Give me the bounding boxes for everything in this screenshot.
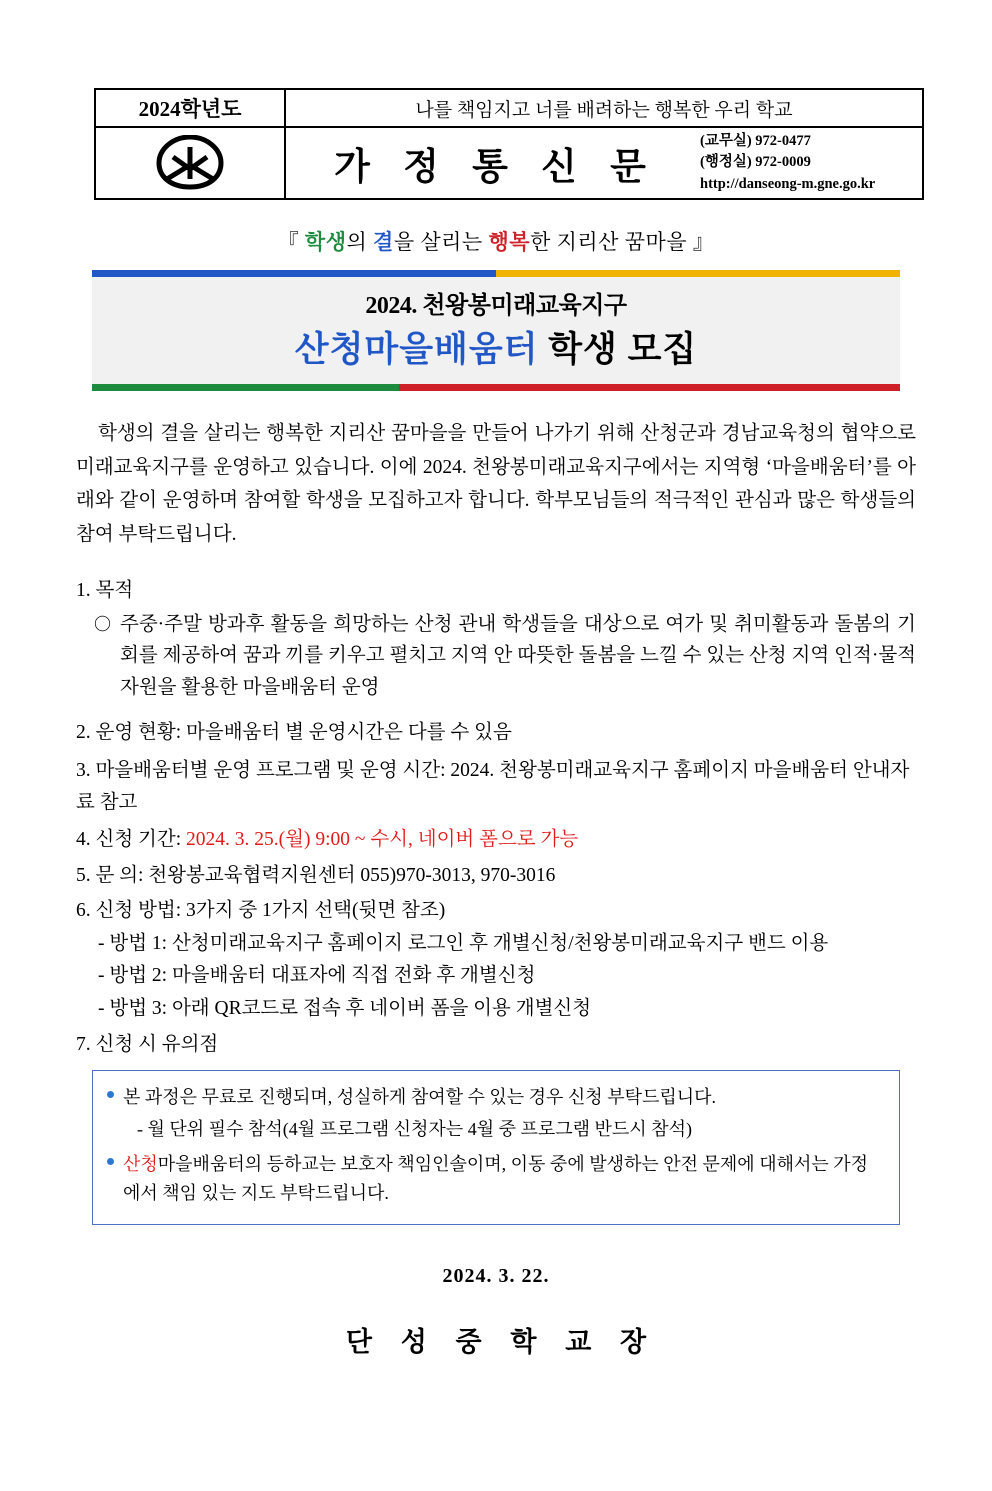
notice-item-2-text [123,1150,883,1208]
announcement-banner [92,270,900,391]
document-title: 가 정 통 신 문 [334,147,658,188]
signer-name: 단 성 중 학 교 장 [345,1327,658,1358]
document-page [0,88,992,1491]
application-method-1: - 방법 1: 산청미래교육지구 홈페이지 로그인 후 개별신청/천왕봉미래교육지구 밴드 이용 [98,932,829,954]
school-logo [96,128,286,198]
banner-subtitle: 2024. 천왕봉미래교육지구 [365,293,627,319]
content-list [72,575,920,1060]
letterhead [94,88,924,200]
notice-item-1 [107,1083,883,1112]
slogan-open-bracket: 『 [277,230,300,254]
banner-title-highlight: 산청마을배움터 [294,330,539,369]
slogan-part-6: 한 지리산 꿈마을 [530,230,688,254]
school-year: 2024학년도 [96,90,286,126]
application-method-2: - 방법 2: 마을배움터 대표자에 직접 전화 후 개별신청 [98,965,536,987]
school-slogan: 나를 책임지고 너를 배려하는 행복한 우리 학교 [415,99,793,121]
banner-title [92,322,900,372]
notice-item-2-rest: 마을배움터의 등하교는 보호자 책임인솔이며, 이동 중에 발생하는 안전 문제에 대해서는 가정에서 책임 있는 지도 부탁드립니다. [123,1153,869,1203]
notice-box [92,1070,900,1225]
item-purpose-title: 1. 목적 [76,580,134,602]
contact-admin: (행정실) 972-0009 [700,154,811,171]
slogan-part-4: 을 살리는 [393,230,483,254]
letterhead-top-row [96,90,922,128]
item-application-period [76,824,916,856]
notice-item-2-highlight: 산청 [123,1153,158,1174]
item-application-method: 6. 신청 방법: 3가지 중 1가지 선택(뒷면 참조) [76,900,446,922]
notice-item-1-sub: - 월 단위 필수 참석(4월 프로그램 신청자는 4월 중 프로그램 반드시 참석) [137,1119,692,1140]
application-method-3: - 방법 3: 아래 QR코드로 접속 후 네이버 폼을 이용 개별신청 [98,998,592,1020]
slogan-part-2: 의 [346,230,368,254]
item-purpose-bullet-text: 주중·주말 방과후 활동을 희망하는 산청 관내 학생들을 대상으로 여가 및 취미활동과 돌봄의 기회를 제공하여 꿈과 끼를 키우고 펼치고 지역 안 따뜻한 돌봄을 느낄 수 있는 산청 지역 인적·물적 자원을 활용한 마을배움터 운영 [120,613,916,698]
item-operation-status: 2. 운영 현황: 마을배움터 별 운영시간은 다를 수 있음 [76,722,512,744]
notice-item-1-text: 본 과정은 무료로 진행되며, 성실하게 참여할 수 있는 경우 신청 부탁드립니다. [123,1087,717,1108]
item-purpose [76,575,916,703]
bullet-dot-icon [107,1150,123,1208]
application-period-label: 4. 신청 기간: [76,829,187,851]
contact-block [694,128,922,198]
letterhead-bottom-row [96,128,922,198]
contact-office: (교무실) 972-0477 [700,133,811,150]
intro-paragraph: 학생의 결을 살리는 행복한 지리산 꿈마을을 만들어 나가기 위해 산청군과 경남교육청의 협약으로 미래교육지구를 운영하고 있습니다. 이에 2024. 천왕봉미래교육지구에서는 지역형 ‘마을배움터’를 아래와 같이 운영하며 참여할 학생을 모집하고자 합니다. 학부모님들의 적극적인 관심과 많은 학생들의 참여 부탁드립니다. [76,423,916,545]
item-notice-title: 7. 신청 시 유의점 [76,1033,219,1055]
notice-item-2 [107,1150,883,1208]
slogan-part-student: 학생 [304,230,347,254]
slogan-part-happy: 행복 [488,230,531,254]
school-homepage-url: http://danseong-m.gne.go.kr [700,175,876,192]
sub-slogan [72,226,920,256]
application-period-value: 2024. 3. 25.(월) 9:00 ~ 수시, 네이버 폼으로 가능 [186,829,579,851]
bullet-dot-icon [107,1083,123,1112]
slogan-part-gyeol: 결 [373,230,394,254]
item-purpose-bullet [76,609,916,704]
item-inquiry: 5. 문 의: 천왕봉교육협력지원센터 055)970-3013, 970-3016 [76,864,556,886]
issue-date: 2024. 3. 22. [442,1265,550,1288]
item-programs: 3. 마을배움터별 운영 프로그램 및 운영 시간: 2024. 천왕봉미래교육지구 홈페이지 마을배움터 안내자료 참고 [76,760,910,813]
circle-bullet-icon: 〇 [94,614,111,634]
banner-title-rest: 학생 모집 [538,330,698,369]
slogan-close-bracket: 』 [692,230,715,254]
